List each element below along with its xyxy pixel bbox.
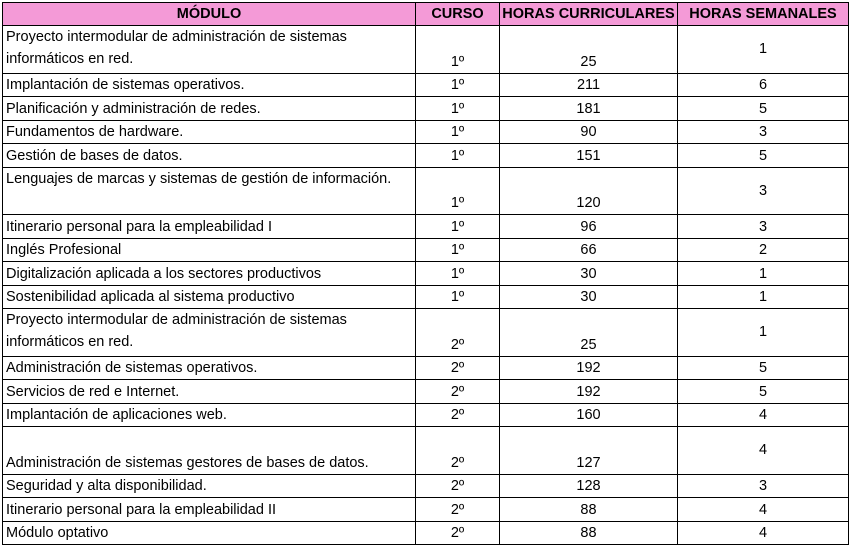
cell-horas-curriculares: 25 — [500, 26, 678, 74]
cell-modulo: Proyecto intermodular de administración de sistemas informáticos en red. — [3, 309, 416, 357]
cell-modulo: Planificación y administración de redes. — [3, 97, 416, 121]
cell-horas-semanales: 4 — [678, 498, 849, 522]
cell-modulo: Implantación de sistemas operativos. — [3, 73, 416, 97]
cell-horas-curriculares: 120 — [500, 167, 678, 215]
cell-modulo: Lenguajes de marcas y sistemas de gestión de información. — [3, 167, 416, 215]
cell-modulo: Itinerario personal para la empleabilidad II — [3, 498, 416, 522]
cell-horas-semanales: 5 — [678, 356, 849, 380]
cell-horas-semanales: 3 — [678, 120, 849, 144]
cell-modulo: Itinerario personal para la empleabilidad I — [3, 215, 416, 239]
cell-modulo: Sostenibilidad aplicada al sistema productivo — [3, 285, 416, 309]
cell-curso: 1º — [416, 167, 500, 215]
cell-modulo: Servicios de red e Internet. — [3, 380, 416, 404]
table-row — [3, 309, 849, 357]
cell-modulo: Administración de sistemas gestores de bases de datos. — [3, 427, 416, 475]
cell-horas-curriculares: 88 — [500, 521, 678, 545]
cell-horas-curriculares: 90 — [500, 120, 678, 144]
cell-curso: 2º — [416, 521, 500, 545]
cell-curso: 2º — [416, 309, 500, 357]
table-row — [3, 403, 849, 427]
cell-horas-semanales: 4 — [678, 427, 849, 475]
modules-table — [2, 2, 849, 545]
table-row — [3, 380, 849, 404]
cell-horas-semanales: 4 — [678, 403, 849, 427]
cell-horas-semanales: 4 — [678, 521, 849, 545]
table-row — [3, 97, 849, 121]
cell-horas-semanales: 6 — [678, 73, 849, 97]
cell-curso: 1º — [416, 73, 500, 97]
cell-horas-curriculares: 96 — [500, 215, 678, 239]
table-row — [3, 26, 849, 74]
table-row — [3, 215, 849, 239]
cell-curso: 1º — [416, 26, 500, 74]
header-horas-semanales: HORAS SEMANALES — [678, 3, 849, 26]
cell-horas-curriculares: 25 — [500, 309, 678, 357]
cell-horas-semanales: 3 — [678, 167, 849, 215]
header-horas-curriculares: HORAS CURRICULARES — [500, 3, 678, 26]
cell-curso: 2º — [416, 356, 500, 380]
table-row — [3, 238, 849, 262]
cell-curso: 2º — [416, 427, 500, 475]
cell-modulo: Proyecto intermodular de administración de sistemas informáticos en red. — [3, 26, 416, 74]
cell-horas-semanales: 1 — [678, 309, 849, 357]
cell-modulo: Módulo optativo — [3, 521, 416, 545]
cell-curso: 2º — [416, 474, 500, 498]
cell-horas-curriculares: 160 — [500, 403, 678, 427]
table-row — [3, 474, 849, 498]
cell-modulo: Inglés Profesional — [3, 238, 416, 262]
cell-horas-curriculares: 30 — [500, 262, 678, 286]
cell-curso: 1º — [416, 215, 500, 239]
cell-curso: 2º — [416, 498, 500, 522]
table-row — [3, 498, 849, 522]
header-modulo: MÓDULO — [3, 3, 416, 26]
table-row — [3, 356, 849, 380]
cell-horas-curriculares: 151 — [500, 144, 678, 168]
cell-modulo: Administración de sistemas operativos. — [3, 356, 416, 380]
header-row — [3, 3, 849, 26]
cell-modulo: Digitalización aplicada a los sectores productivos — [3, 262, 416, 286]
cell-horas-curriculares: 30 — [500, 285, 678, 309]
table-row — [3, 262, 849, 286]
cell-curso: 1º — [416, 262, 500, 286]
cell-horas-curriculares: 211 — [500, 73, 678, 97]
cell-horas-semanales: 1 — [678, 262, 849, 286]
cell-curso: 2º — [416, 403, 500, 427]
table-row — [3, 285, 849, 309]
table-row — [3, 167, 849, 215]
cell-curso: 2º — [416, 380, 500, 404]
table-row — [3, 73, 849, 97]
cell-horas-curriculares: 88 — [500, 498, 678, 522]
cell-horas-semanales: 2 — [678, 238, 849, 262]
cell-horas-semanales: 5 — [678, 144, 849, 168]
cell-curso: 1º — [416, 238, 500, 262]
cell-horas-semanales: 3 — [678, 474, 849, 498]
cell-modulo: Fundamentos de hardware. — [3, 120, 416, 144]
cell-curso: 1º — [416, 120, 500, 144]
table-body — [3, 26, 849, 545]
cell-horas-semanales: 1 — [678, 285, 849, 309]
cell-horas-curriculares: 192 — [500, 380, 678, 404]
cell-horas-curriculares: 66 — [500, 238, 678, 262]
cell-horas-curriculares: 181 — [500, 97, 678, 121]
cell-curso: 1º — [416, 144, 500, 168]
cell-modulo: Implantación de aplicaciones web. — [3, 403, 416, 427]
cell-horas-semanales: 1 — [678, 26, 849, 74]
cell-horas-curriculares: 192 — [500, 356, 678, 380]
cell-modulo: Seguridad y alta disponibilidad. — [3, 474, 416, 498]
cell-horas-semanales: 5 — [678, 380, 849, 404]
cell-curso: 1º — [416, 285, 500, 309]
cell-horas-curriculares: 127 — [500, 427, 678, 475]
cell-horas-semanales: 5 — [678, 97, 849, 121]
table-row — [3, 120, 849, 144]
header-curso: CURSO — [416, 3, 500, 26]
table-row — [3, 144, 849, 168]
table-row — [3, 427, 849, 475]
cell-modulo: Gestión de bases de datos. — [3, 144, 416, 168]
cell-curso: 1º — [416, 97, 500, 121]
cell-horas-curriculares: 128 — [500, 474, 678, 498]
cell-horas-semanales: 3 — [678, 215, 849, 239]
